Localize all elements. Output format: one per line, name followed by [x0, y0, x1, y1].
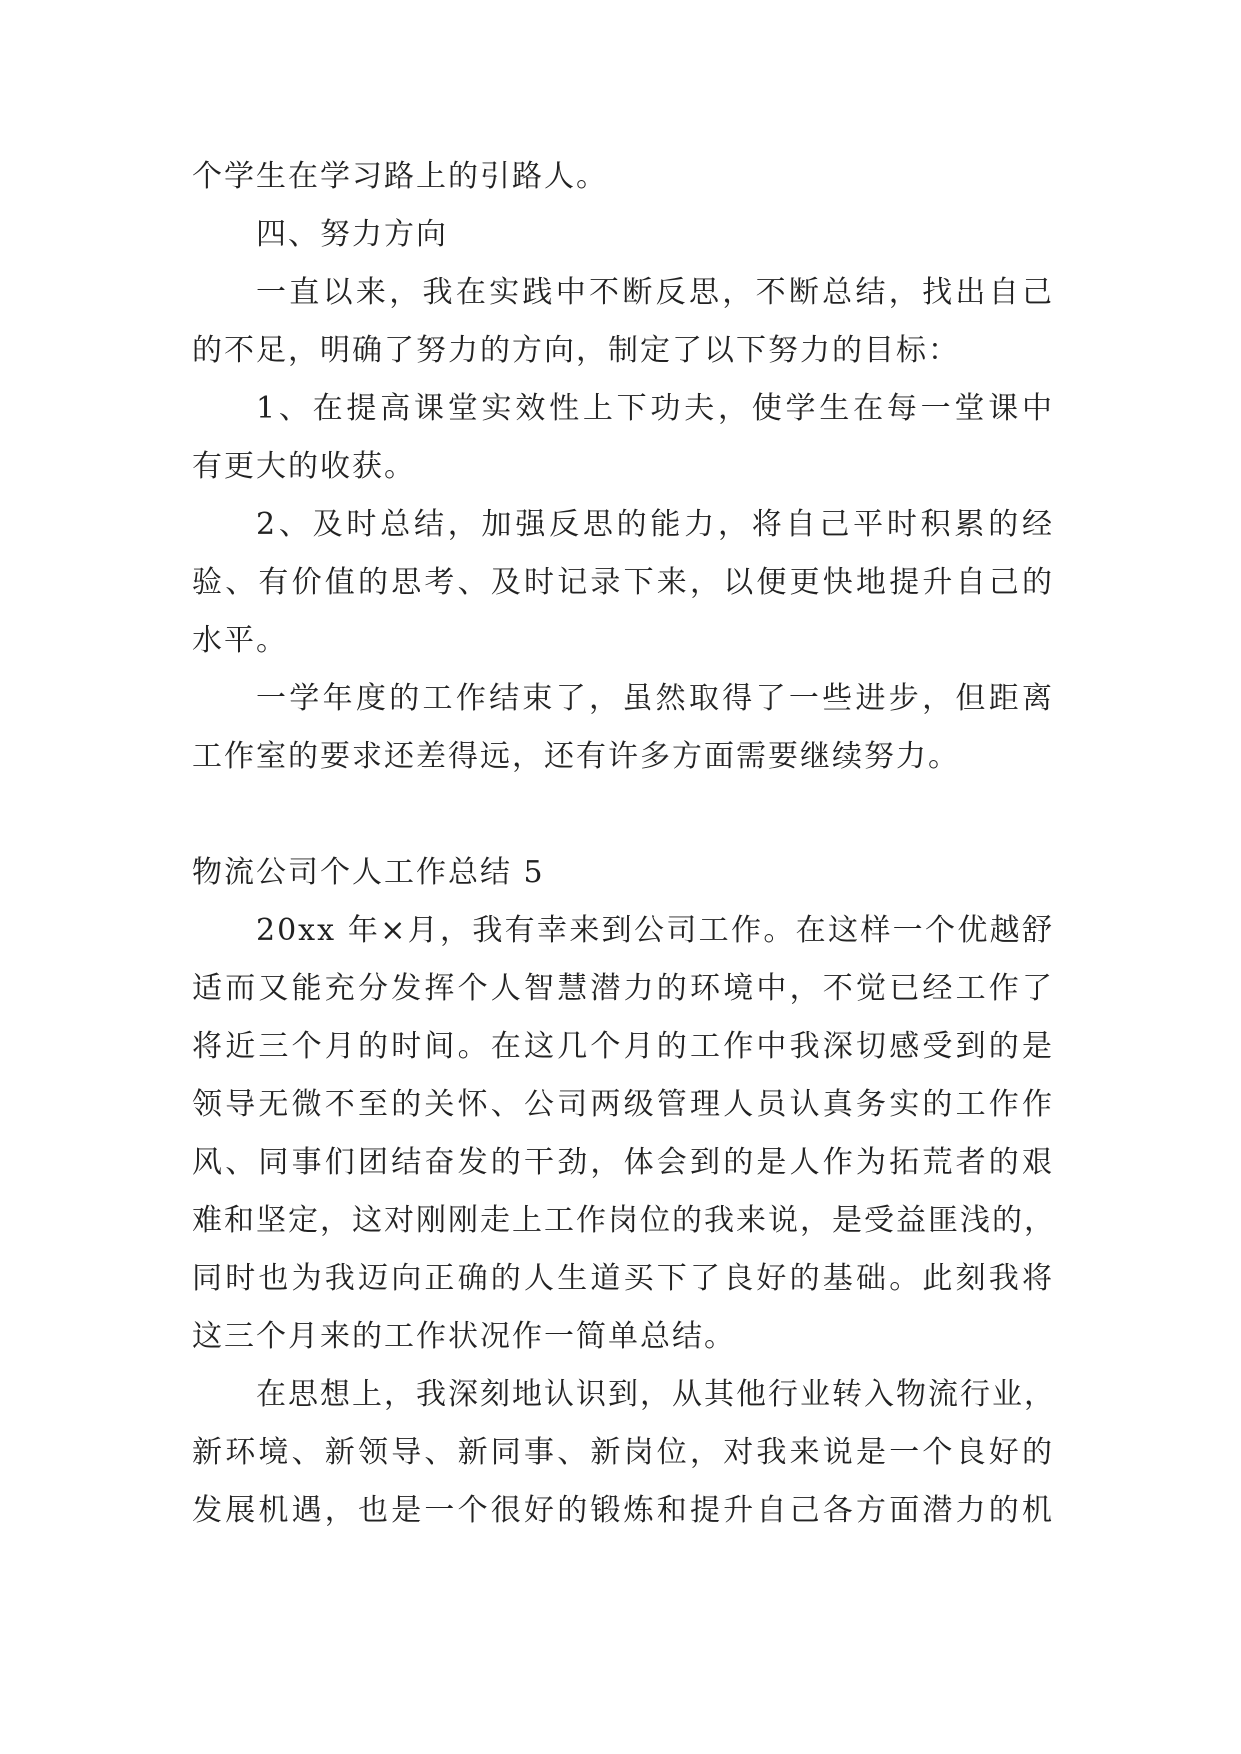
paragraph-line: 将近三个月的时间。在这几个月的工作中我深切感受到的是 [192, 1029, 1054, 1064]
paragraph-line: 2、及时总结，加强反思的能力，将自己平时积累的经 [256, 507, 1054, 542]
paragraph-line: 个学生在学习路上的引路人。 [192, 159, 608, 194]
paragraph-line: 在思想上，我深刻地认识到，从其他行业转入物流行业， [256, 1377, 1056, 1412]
paragraph-line: 这三个月来的工作状况作一简单总结。 [192, 1319, 736, 1354]
paragraph-line: 有更大的收获。 [192, 449, 416, 484]
paragraph-line: 验、有价值的思考、及时记录下来，以便更快地提升自己的 [192, 565, 1054, 600]
paragraph-line: 水平。 [192, 623, 288, 658]
paragraph-line: 一学年度的工作结束了，虽然取得了一些进步，但距离 [256, 681, 1054, 716]
paragraph-line: 难和坚定，这对刚刚走上工作岗位的我来说，是受益匪浅的， [192, 1203, 1056, 1238]
paragraph-line: 发展机遇，也是一个很好的锻炼和提升自己各方面潜力的机 [192, 1493, 1054, 1528]
paragraph-line: 的不足，明确了努力的方向，制定了以下努力的目标： [192, 333, 960, 368]
paragraph-line: 1、在提高课堂实效性上下功夫，使学生在每一堂课中 [256, 391, 1054, 426]
section-heading: 四、努力方向 [256, 217, 448, 252]
paragraph-line: 一直以来，我在实践中不断反思，不断总结，找出自己 [256, 275, 1054, 310]
paragraph-line: 新环境、新领导、新同事、新岗位，对我来说是一个良好的 [192, 1435, 1054, 1470]
paragraph-line: 领导无微不至的关怀、公司两级管理人员认真务实的工作作 [192, 1087, 1054, 1122]
article-title: 物流公司个人工作总结 5 [192, 855, 545, 890]
paragraph-line: 风、同事们团结奋发的干劲，体会到的是人作为拓荒者的艰 [192, 1145, 1054, 1180]
document-page [192, 148, 1054, 1540]
paragraph-line: 20xx 年×月，我有幸来到公司工作。在这样一个优越舒 [256, 913, 1054, 948]
paragraph-line: 适而又能充分发挥个人智慧潜力的环境中，不觉已经工作了 [192, 971, 1054, 1006]
paragraph-line: 工作室的要求还差得远，还有许多方面需要继续努力。 [192, 739, 960, 774]
paragraph-line: 同时也为我迈向正确的人生道买下了良好的基础。此刻我将 [192, 1261, 1054, 1296]
